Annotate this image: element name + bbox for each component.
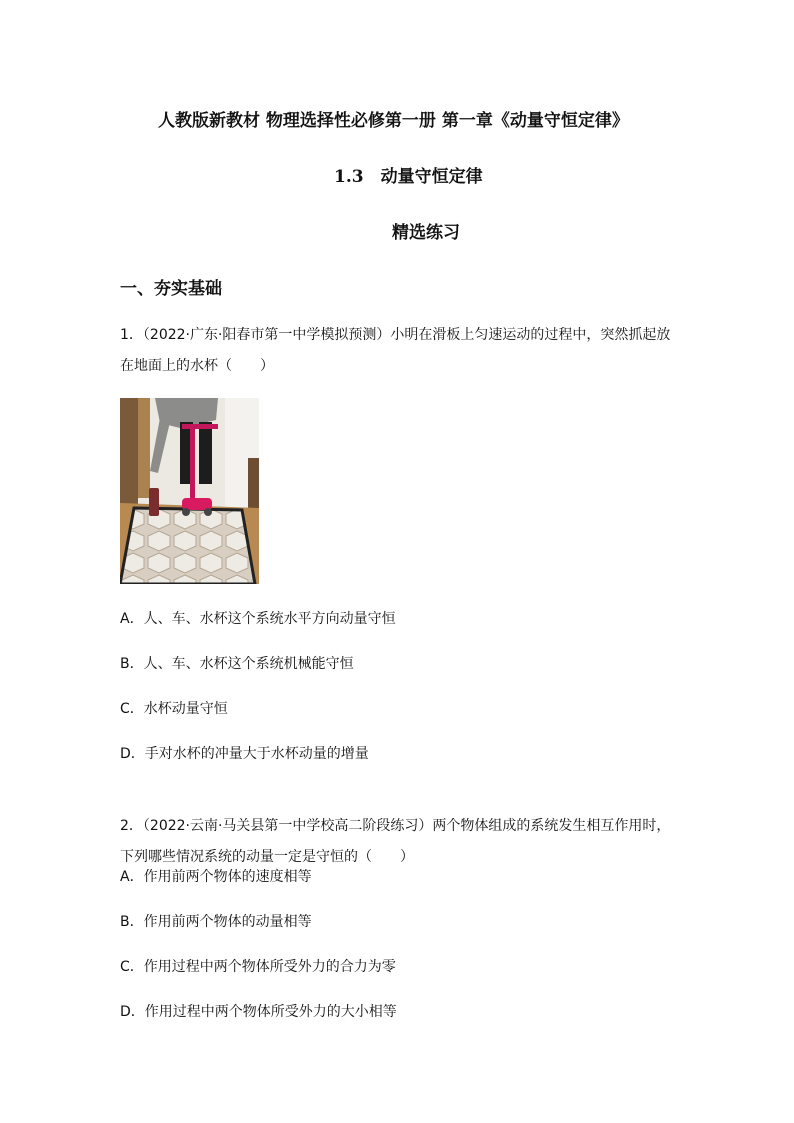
- question-1-option-c: C．水杯动量守恒: [120, 701, 228, 717]
- question-1-option-a: A．人、车、水杯这个系统水平方向动量守恒: [120, 611, 396, 627]
- exercise-title: 精选练习: [392, 223, 460, 243]
- question-1-option-b: B．人、车、水杯这个系统机械能守恒: [120, 656, 354, 672]
- question-2-option-c: C．作用过程中两个物体所受外力的合力为零: [120, 959, 396, 975]
- section-heading: 一、夯实基础: [120, 279, 222, 299]
- question-2-option-d: D．作用过程中两个物体所受外力的大小相等: [120, 1004, 397, 1020]
- question-1-option-d: D．手对水杯的冲量大于水杯动量的增量: [120, 746, 369, 762]
- question-2-option-a: A．作用前两个物体的速度相等: [120, 869, 312, 885]
- question-1-stem: 1．（2022·广东·阳春市第一中学模拟预测）小明在滑板上匀速运动的过程中，突然抓起放在地面上的水杯（ ）: [120, 327, 671, 374]
- question-1-photo: [120, 398, 259, 584]
- document-title: 人教版新教材 物理选择性必修第一册 第一章《动量守恒定律》: [158, 111, 629, 131]
- lesson-title: 1.3 动量守恒定律: [334, 167, 483, 187]
- question-2-option-b: B．作用前两个物体的动量相等: [120, 914, 312, 930]
- question-2-stem: 2．（2022·云南·马关县第一中学校高二阶段练习）两个物体组成的系统发生相互作用时，下列哪些情况系统的动量一定是守恒的（ ）: [120, 818, 671, 865]
